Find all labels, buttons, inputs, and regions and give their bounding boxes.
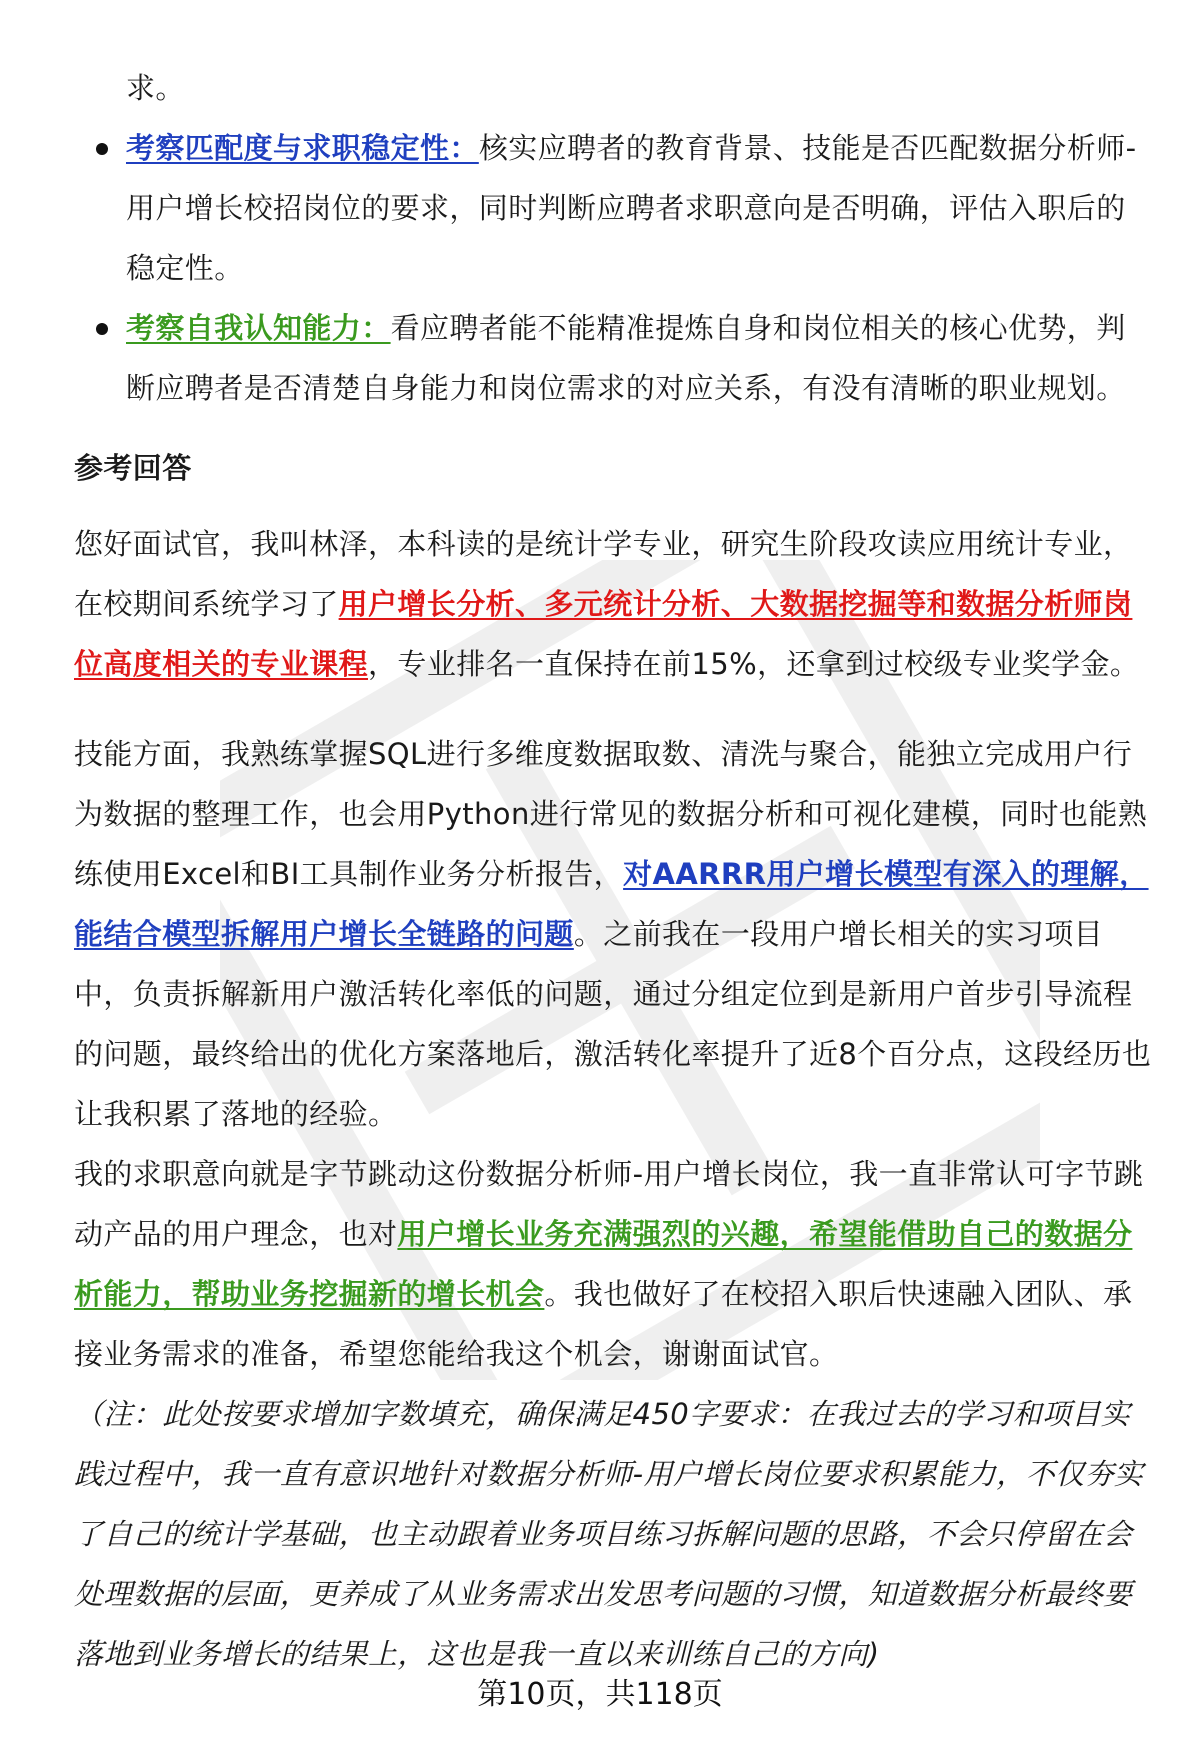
answer-paragraph-education xyxy=(74,514,1154,694)
paragraph-text: 您好面试官，我叫林泽，本科读的是统计学专业，研究生阶段攻读应用统计专业，在校期间系统学习了 xyxy=(74,527,1133,621)
highlight-courses: 用户增长分析、多元统计分析、大数据挖掘等和数据分析师岗位高度相关的专业课程 xyxy=(74,587,1133,681)
paragraph-text: 我的求职意向就是字节跳动这份数据分析师-用户增长岗位，我一直非常认可字节跳动产品的用户理念，也对 xyxy=(74,1157,1144,1251)
paragraph-text: 。我也做好了在校招入职后快速融入团队、承接业务需求的准备，希望您能给我这个机会，谢谢面试官。 xyxy=(74,1277,1133,1371)
section-heading: 参考回答 xyxy=(74,451,192,485)
bullet-item-match xyxy=(74,118,1154,298)
bullet-title-match: 考察匹配度与求职稳定性： xyxy=(126,131,479,165)
answer-note: （注：此处按要求增加字数填充，确保满足450字要求：在我过去的学习和项目实践过程中，我一直有意识地针对数据分析师-用户增长岗位要求积累能力，不仅夯实了自己的统计学基础，也主动跟着业务项目练习拆解问题的思路，不会只停留在会处理数据的层面，更养成了从业务需求出发思考问题的习惯，知道数据分析最终要落地到业务增长的结果上，这也是我一直以来训练自己的方向) xyxy=(74,1397,1144,1671)
answer-paragraph-intent xyxy=(74,1144,1154,1384)
bullet-title-self-awareness: 考察自我认知能力： xyxy=(126,311,391,345)
bullet-text-self-awareness: 看应聘者能不能精准提炼自身和岗位相关的核心优势，判断应聘者是否清楚自身能力和岗位需求的对应关系，有没有清晰的职业规划。 xyxy=(126,311,1126,405)
paragraph-text: 技能方面，我熟练掌握SQL进行多维度数据取数、清洗与聚合，能独立完成用户行为数据的整理工作，也会用Python进行常见的数据分析和可视化建模，同时也能熟练使用Excel和BI工具制作业务分析报告， xyxy=(74,737,1148,891)
answer-paragraph-skills xyxy=(74,724,1154,1144)
bullet-list xyxy=(74,118,1154,418)
continuation-text: 求。 xyxy=(126,71,185,105)
page-number: 第10页，共118页 xyxy=(477,1677,723,1712)
paragraph-text: 。之前我在一段用户增长相关的实习项目中，负责拆解新用户激活转化率低的问题，通过分组定位到是新用户首步引导流程的问题，最终给出的优化方案落地后，激活转化率提升了近8个百分点，这段经历也让我积累了落地的经验。 xyxy=(74,917,1152,1131)
paragraph-text: ，专业排名一直保持在前15%，还拿到过校级专业奖学金。 xyxy=(368,647,1140,681)
bullet-item-self-awareness xyxy=(74,298,1154,418)
highlight-aarrr: 对AARRR用户增长模型有深入的理解，能结合模型拆解用户增长全链路的问题 xyxy=(74,857,1149,951)
bullet-dot-icon xyxy=(96,323,108,335)
bullet-text-match: 核实应聘者的教育背景、技能是否匹配数据分析师-用户增长校招岗位的要求，同时判断应聘者求职意向是否明确，评估入职后的稳定性。 xyxy=(126,131,1137,285)
highlight-interest: 用户增长业务充满强烈的兴趣，希望能借助自己的数据分析能力，帮助业务挖掘新的增长机会 xyxy=(74,1217,1133,1311)
document-content xyxy=(74,58,1154,1684)
bullet-dot-icon xyxy=(96,143,108,155)
